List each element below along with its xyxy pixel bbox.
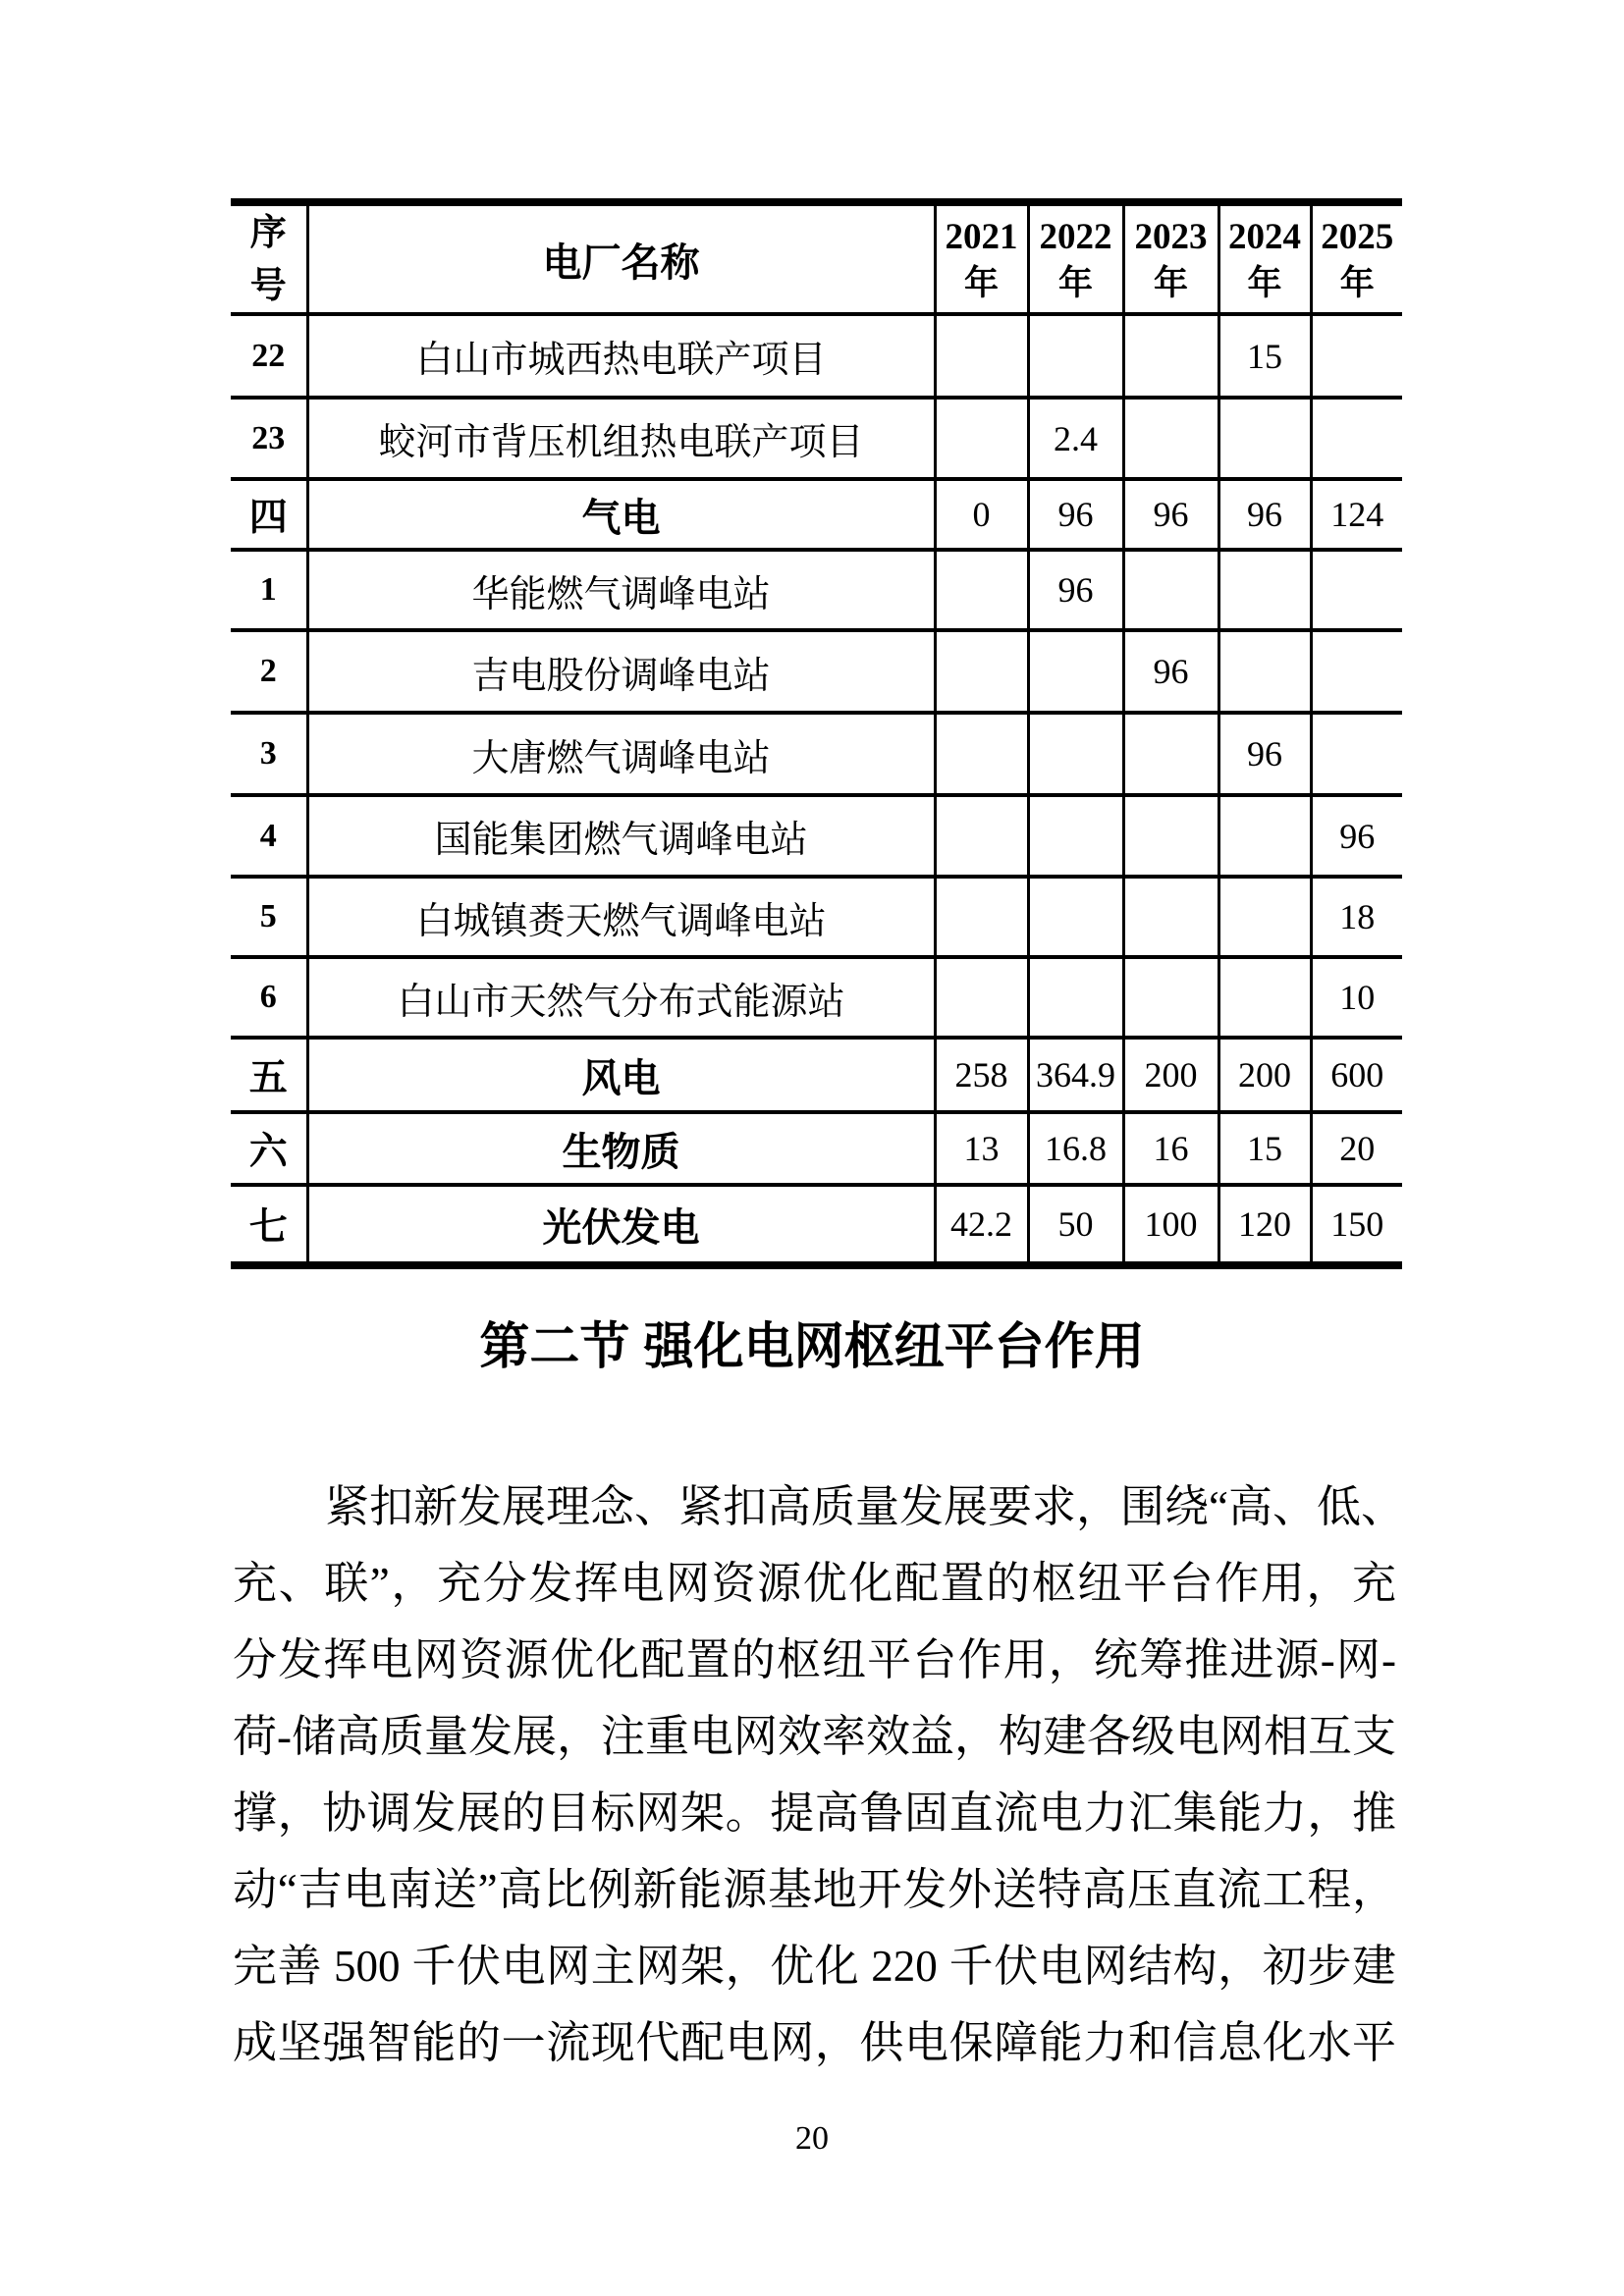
plant-name-cell: 白城镇赉天燃气调峰电站 [307,877,935,957]
value-cell-2022: 16.8 [1028,1112,1123,1185]
paragraph-line: 动“吉电南送”高比例新能源基地开发外送特高压直流工程， [233,1865,1396,1914]
plant-name-cell: 蛟河市背压机组热电联产项目 [307,398,935,479]
value-cell-2021 [935,630,1028,713]
plant-name-cell: 大唐燃气调峰电站 [307,713,935,795]
value-cell-2025 [1311,314,1402,398]
value-cell-2021: 0 [935,479,1028,550]
table-row [231,314,1402,398]
row-number-cell: 七 [231,1185,307,1261]
value-cell-2021 [935,877,1028,957]
value-cell-2022 [1028,795,1123,877]
table-row [231,630,1402,713]
table-header-row [231,206,1402,314]
year-suffix: 年 [1247,264,1282,303]
paragraph-line: 成坚强智能的一流现代配电网，供电保障能力和信息化水平 [233,2018,1396,2067]
row-number-cell: 五 [231,1038,307,1112]
value-cell-2021 [935,314,1028,398]
value-cell-2023: 200 [1123,1038,1218,1112]
plant-name-cell: 气电 [307,479,935,550]
row-number-cell: 四 [231,479,307,550]
value-cell-2025 [1311,550,1402,630]
value-cell-2023 [1123,795,1218,877]
value-cell-2023: 96 [1123,479,1218,550]
plant-name-cell: 光伏发电 [307,1185,935,1261]
year-header-cell-2021 [935,206,1028,314]
value-cell-2021 [935,550,1028,630]
row-number-cell: 4 [231,795,307,877]
year-number: 2023 [1134,217,1208,258]
value-cell-2025: 600 [1311,1038,1402,1112]
category-row [231,1185,1402,1261]
seq-header-char: 序 [249,212,287,253]
paragraph-line: 分发挥电网资源优化配置的枢纽平台作用，统筹推进源-网- [233,1635,1396,1684]
value-cell-2021 [935,713,1028,795]
value-cell-2025 [1311,398,1402,479]
year-header-cell-2022 [1028,206,1123,314]
value-cell-2024 [1218,877,1311,957]
value-cell-2024: 96 [1218,713,1311,795]
year-number: 2021 [945,217,1018,258]
row-number-cell: 1 [231,550,307,630]
seq-header-cell [231,206,307,314]
value-cell-2024 [1218,398,1311,479]
paragraph-line: 紧扣新发展理念、紧扣高质量发展要求，围绕“高、低、 [325,1482,1405,1531]
value-cell-2022 [1028,957,1123,1038]
value-cell-2023 [1123,314,1218,398]
row-number-cell: 3 [231,713,307,795]
plant-name-header-cell: 电厂名称 [307,206,935,314]
value-cell-2024 [1218,550,1311,630]
paragraph-line: 充、联”，充分发挥电网资源优化配置的枢纽平台作用，充 [233,1559,1396,1608]
value-cell-2025: 18 [1311,877,1402,957]
section-heading: 第二节 强化电网枢纽平台作用 [479,1318,1145,1374]
value-cell-2024: 120 [1218,1185,1311,1261]
row-number-cell: 2 [231,630,307,713]
value-cell-2023: 96 [1123,630,1218,713]
value-cell-2023 [1123,957,1218,1038]
paragraph-line: 撑，协调发展的目标网架。提高鲁固直流电力汇集能力，推 [233,1789,1396,1838]
table-row [231,877,1402,957]
year-header-cell-2024 [1218,206,1311,314]
table-row [231,550,1402,630]
value-cell-2024: 96 [1218,479,1311,550]
value-cell-2022 [1028,630,1123,713]
value-cell-2022: 50 [1028,1185,1123,1261]
body-paragraph [233,1468,1405,2081]
value-cell-2024 [1218,795,1311,877]
value-cell-2025 [1311,630,1402,713]
year-number: 2024 [1228,217,1301,258]
table-row [231,795,1402,877]
plant-name-cell: 生物质 [307,1112,935,1185]
value-cell-2023 [1123,877,1218,957]
table-row [231,957,1402,1038]
value-cell-2022: 96 [1028,550,1123,630]
year-suffix: 年 [1057,264,1093,303]
plant-name-cell: 风电 [307,1038,935,1112]
year-number: 2022 [1039,217,1112,258]
value-cell-2022 [1028,713,1123,795]
year-suffix: 年 [963,264,999,303]
plant-name-cell: 白山市天然气分布式能源站 [307,957,935,1038]
category-row [231,479,1402,550]
value-cell-2021 [935,795,1028,877]
capacity-table [231,198,1402,1269]
row-number-cell: 5 [231,877,307,957]
value-cell-2022 [1028,314,1123,398]
value-cell-2025 [1311,713,1402,795]
row-number-cell: 六 [231,1112,307,1185]
value-cell-2024 [1218,630,1311,713]
value-cell-2025: 20 [1311,1112,1402,1185]
year-header-cell-2023 [1123,206,1218,314]
table-row [231,713,1402,795]
value-cell-2021 [935,957,1028,1038]
value-cell-2021: 42.2 [935,1185,1028,1261]
value-cell-2022 [1028,877,1123,957]
row-number-cell: 23 [231,398,307,479]
value-cell-2022: 96 [1028,479,1123,550]
value-cell-2023 [1123,398,1218,479]
year-number: 2025 [1321,217,1394,258]
year-header-cell-2025 [1311,206,1402,314]
value-cell-2021: 13 [935,1112,1028,1185]
row-number-cell: 6 [231,957,307,1038]
value-cell-2022: 2.4 [1028,398,1123,479]
value-cell-2025: 124 [1311,479,1402,550]
value-cell-2023 [1123,550,1218,630]
paragraph-line: 完善 500 千伏电网主网架，优化 220 千伏电网结构，初步建 [233,1942,1396,1991]
value-cell-2025: 96 [1311,795,1402,877]
value-cell-2023: 100 [1123,1185,1218,1261]
paragraph-line: 荷-储高质量发展，注重电网效率效益，构建各级电网相互支 [233,1712,1396,1761]
row-number-cell: 22 [231,314,307,398]
value-cell-2023 [1123,713,1218,795]
plant-name-cell: 白山市城西热电联产项目 [307,314,935,398]
year-suffix: 年 [1153,264,1188,303]
capacity-table-grid [231,206,1402,1261]
plant-name-cell: 吉电股份调峰电站 [307,630,935,713]
page-number: 20 [795,2120,829,2157]
plant-name-cell: 华能燃气调峰电站 [307,550,935,630]
value-cell-2023: 16 [1123,1112,1218,1185]
value-cell-2022: 364.9 [1028,1038,1123,1112]
category-row [231,1112,1402,1185]
value-cell-2024: 15 [1218,1112,1311,1185]
category-row [231,1038,1402,1112]
table-row [231,398,1402,479]
seq-header-char: 号 [249,265,287,305]
value-cell-2024: 200 [1218,1038,1311,1112]
value-cell-2025: 10 [1311,957,1402,1038]
value-cell-2024: 15 [1218,314,1311,398]
year-suffix: 年 [1339,264,1375,303]
value-cell-2021 [935,398,1028,479]
plant-name-cell: 国能集团燃气调峰电站 [307,795,935,877]
value-cell-2021: 258 [935,1038,1028,1112]
value-cell-2024 [1218,957,1311,1038]
value-cell-2025: 150 [1330,1204,1384,1244]
